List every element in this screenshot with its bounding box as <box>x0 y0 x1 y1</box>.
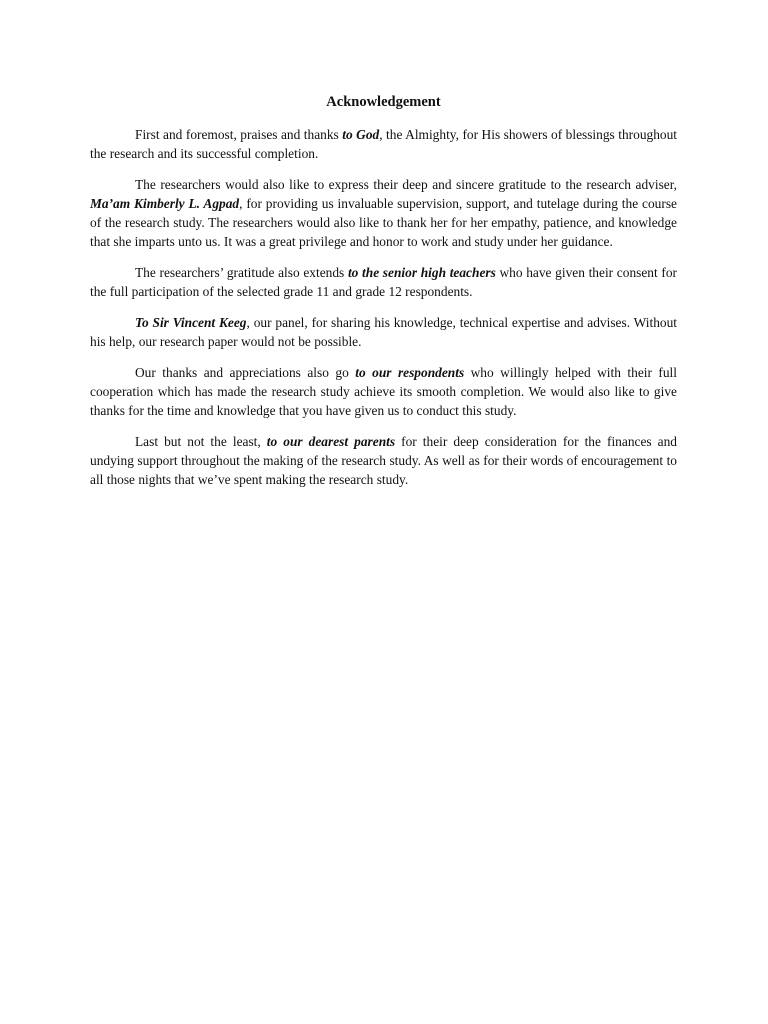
paragraph-text: , the Almighty, for His showers of blessings throughout the research and its successful completion. <box>90 127 678 161</box>
paragraph-text: Last but not the least, <box>135 434 267 449</box>
paragraph-text: , for providing us invaluable supervision, support, and tutelage during the course of the research study. The researchers would also like to thank her for her empathy, patience, and knowledge that she imparts unto us. It was a great privilege and honor to work and study under her guidance. <box>90 196 677 249</box>
paragraph-text: for their deep consideration for the finances and undying support throughout the making of the research study. As well as for their words of encouragement to all those nights that we’ve spent making the research study. <box>90 434 677 487</box>
paragraph <box>90 313 677 351</box>
paragraph-text: The researchers’ gratitude also extends <box>135 265 348 280</box>
paragraph <box>90 432 677 489</box>
paragraph-text: The researchers would also like to express their deep and sincere gratitude to the research adviser, <box>135 177 677 192</box>
paragraph <box>90 125 677 163</box>
paragraph-list <box>90 125 677 489</box>
emphasized-phrase: to our respondents <box>355 365 465 380</box>
paragraph-text: , our panel, for sharing his knowledge, technical expertise and advises. Without his help, our research paper would not be possible. <box>90 315 677 349</box>
emphasized-phrase: To Sir Vincent Keeg <box>135 315 247 330</box>
paragraph <box>90 175 677 251</box>
paragraph-text: Our thanks and appreciations also go <box>135 365 356 380</box>
paragraph-text: who willingly helped with their full cooperation which has made the research study achieve its smooth completion. We would also like to give thanks for the time and knowledge that you have given us to conduct this study. <box>90 365 677 418</box>
paragraph <box>90 263 677 301</box>
emphasized-phrase: to our dearest parents <box>266 434 396 449</box>
document-page <box>90 91 677 501</box>
emphasized-phrase: Ma’am Kimberly L. Agpad <box>90 196 240 211</box>
emphasized-phrase: to the senior high teachers <box>347 265 496 280</box>
paragraph-text: First and foremost, praises and thanks <box>135 127 343 142</box>
page-title: Acknowledgement <box>326 94 441 110</box>
paragraph-text: who have given their consent for the full participation of the selected grade 11 and grade 12 respondents. <box>90 265 677 299</box>
paragraph <box>90 363 677 420</box>
emphasized-phrase: to God <box>342 127 380 142</box>
